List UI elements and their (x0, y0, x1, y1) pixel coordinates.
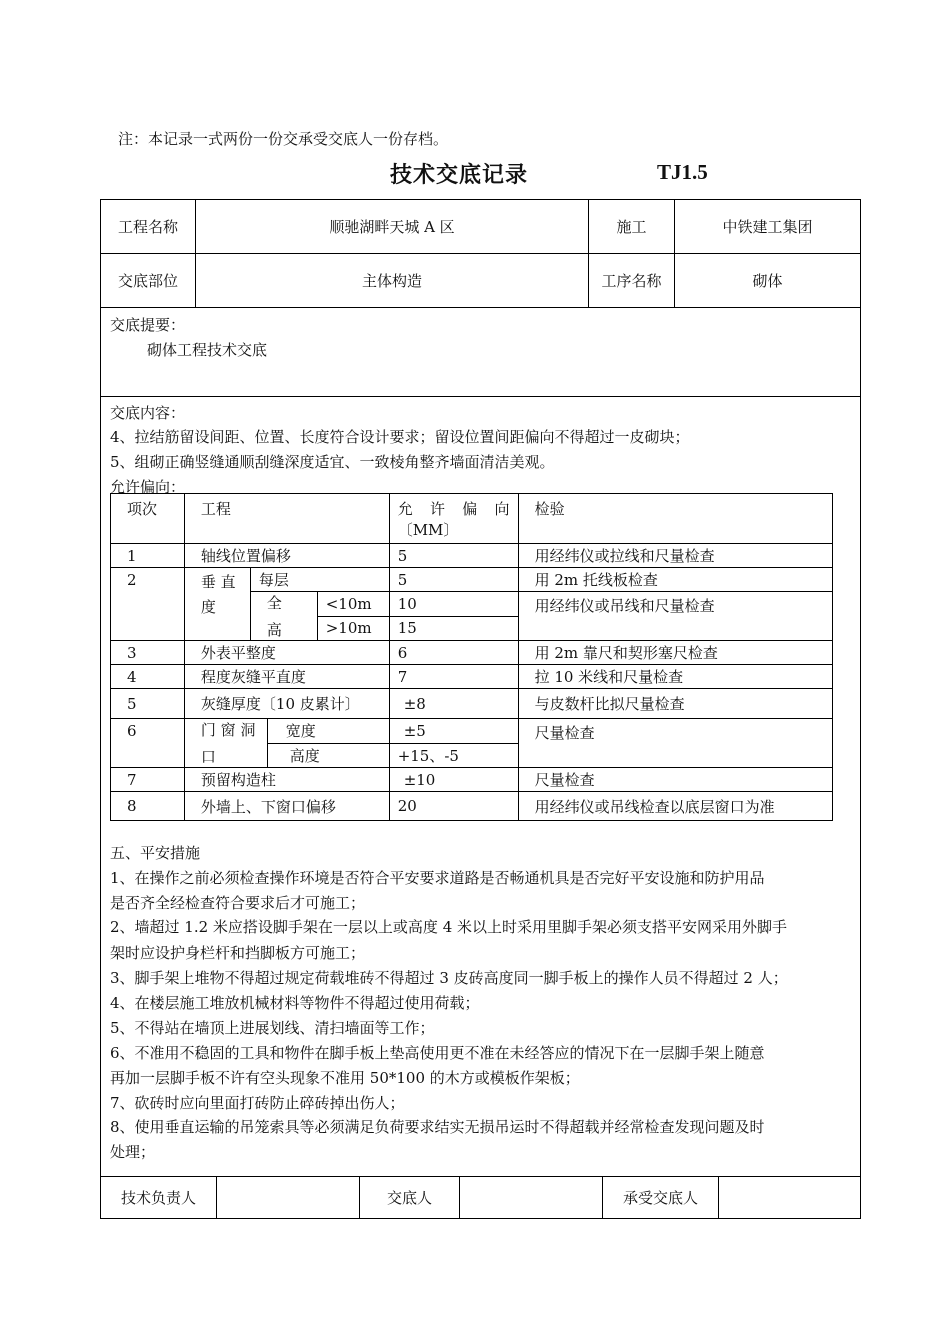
row-deviation: 6 (389, 641, 518, 665)
summary-text: 砌体工程技术交底 (147, 341, 268, 359)
safety-line: 7、砍砖时应向里面打砖防止碎砖掉出伤人； (110, 1094, 405, 1112)
header-deviation (389, 494, 518, 544)
row-item: 轴线位置偏移 (184, 544, 389, 568)
safety-line: 1、在操作之前必须检查操作环境是否符合平安要求道路是否畅通机具是否完好平安设施和防护用品 (110, 869, 765, 887)
safety-line: 8、使用垂直运输的吊笼索具等必须满足负荷要求结实无损吊运时不得超载并经常检查发现问题及时 (110, 1118, 765, 1136)
row-deviation: ±8 (389, 689, 518, 719)
process-value: 砌体 (752, 272, 783, 290)
row-check: 用经纬仪或拉线和尺量检查 (518, 544, 832, 568)
row-item: 程度灰缝平直度 (184, 665, 389, 689)
row-item-vertical-a: 垂 直 (200, 573, 236, 591)
row-sub-gt10: >10m (317, 616, 389, 641)
table-row (111, 641, 833, 665)
safety-line: 是否齐全经检查符合要求后才可施工； (110, 894, 366, 912)
archive-note: 注：本记录一式两份一份交承受交底人一份存档。 (118, 130, 449, 148)
receiver-field[interactable] (719, 1177, 860, 1218)
row-item: 外墙上、下窗口偏移 (184, 792, 389, 821)
safety-line: 架时应设护身栏杆和挡脚板方可施工； (110, 944, 366, 962)
document-code: TJ1.5 (657, 160, 708, 184)
construction-label: 施工 (589, 200, 675, 253)
row-no: 1 (111, 544, 185, 568)
table-row (111, 568, 833, 592)
tech-lead-label: 技术负责人 (101, 1177, 217, 1218)
document-title: 技术交底记录 (390, 162, 529, 188)
table-row (111, 768, 833, 792)
row-deviation: 7 (389, 665, 518, 689)
signature-row (101, 1177, 860, 1218)
row-deviation: 5 (389, 544, 518, 568)
row-item-door-window (184, 719, 267, 768)
tolerance-label: 允许偏向： (110, 478, 186, 496)
row-sub-full-height-b: 高 (266, 621, 282, 639)
content-section (101, 397, 860, 1177)
row-item: 灰缝厚度〔10 皮累计〕 (184, 689, 389, 719)
row-no: 2 (111, 568, 185, 641)
row-check: 尺量检查 (518, 768, 832, 792)
project-name-value: 顺驰湖畔天城 A 区 (196, 200, 589, 253)
row-sub-height: 高度 (267, 743, 389, 768)
row-sub-width: 宽度 (267, 719, 389, 744)
tech-lead-field[interactable] (217, 1177, 360, 1218)
content-item-4: 4、拉结筋留设间距、位置、长度符合设计要求；留设位置间距偏向不得超过一皮砌块； (110, 428, 690, 446)
header-no: 项次 (111, 494, 185, 544)
row-no: 7 (111, 768, 185, 792)
tolerance-table (110, 493, 833, 821)
safety-line: 4、在楼层施工堆放机械材料等物件不得超过使用荷载； (110, 994, 480, 1012)
row-deviation: ±10 (389, 768, 518, 792)
row-check: 与皮数杆比拟尺量检查 (518, 689, 832, 719)
row-no: 4 (111, 665, 185, 689)
row-check: 用 2m 靠尺和契形塞尺检查 (518, 641, 832, 665)
safety-line: 再加一层脚手板不许有空头现象不准用 50*100 的木方或模板作架板； (110, 1069, 580, 1087)
construction-value: 中铁建工集团 (722, 218, 813, 236)
row-no: 6 (111, 719, 185, 768)
row-check: 用经纬仪或吊线检查以底层窗口为准 (518, 792, 832, 821)
table-row (111, 665, 833, 689)
summary-label: 交底提要： (110, 316, 186, 334)
row-item-vertical-b: 度 (200, 598, 216, 616)
row-item-door-window-b: 口 (200, 748, 216, 766)
row-no: 8 (111, 792, 185, 821)
row-deviation: ±5 (389, 719, 518, 744)
project-name-label: 工程名称 (101, 200, 196, 253)
row-check: 拉 10 米线和尺量检查 (518, 665, 832, 689)
row-sub-full-height-a: 全 (266, 594, 282, 612)
row-deviation: 20 (389, 792, 518, 821)
row-deviation: +15、-5 (389, 743, 518, 768)
disclosure-form (100, 199, 861, 1219)
row-check: 用 2m 托线板检查 (518, 568, 832, 592)
row-item: 外表平整度 (184, 641, 389, 665)
row-sub-lt10: <10m (317, 592, 389, 617)
row-sub-full-height (250, 592, 317, 641)
header-row-2 (101, 254, 860, 308)
table-row (111, 544, 833, 568)
safety-title: 五、平安措施 (110, 844, 201, 862)
header-item: 工程 (184, 494, 389, 544)
header-row-1 (101, 200, 860, 254)
header-deviation-line2: 〔MM〕 (397, 521, 459, 539)
table-header-row (111, 494, 833, 544)
row-check: 尺量检查 (518, 719, 832, 768)
row-check: 用经纬仪或吊线和尺量检查 (518, 592, 832, 641)
safety-line: 处理； (110, 1143, 156, 1161)
part-label: 交底部位 (101, 254, 196, 307)
header-deviation-line1: 允 许 偏 向 (397, 500, 510, 518)
receiver-label: 承受交底人 (603, 1177, 719, 1218)
header-check: 检验 (518, 494, 832, 544)
safety-line: 5、不得站在墙顶上进展划线、清扫墙面等工作； (110, 1019, 435, 1037)
discloser-field[interactable] (460, 1177, 603, 1218)
row-no: 5 (111, 689, 185, 719)
row-deviation: 5 (389, 568, 518, 592)
row-item-door-window-a: 门 窗 洞 (200, 721, 256, 739)
row-deviation: 15 (389, 616, 518, 641)
safety-line: 2、墙超过 1.2 米应搭设脚手架在一层以上或高度 4 米以上时采用里脚手架必须支搭平安网采用外脚手 (110, 918, 788, 936)
discloser-label: 交底人 (360, 1177, 460, 1218)
table-row (111, 792, 833, 821)
safety-line: 3、脚手架上堆物不得超过规定荷载堆砖不得超过 3 皮砖高度同一脚手板上的操作人员不得超过 2 人； (110, 969, 788, 987)
table-row (111, 689, 833, 719)
row-item-vertical (184, 568, 250, 641)
row-item: 预留构造柱 (184, 768, 389, 792)
row-sub-per-floor: 每层 (250, 568, 389, 592)
row-deviation: 10 (389, 592, 518, 617)
content-label: 交底内容： (110, 404, 186, 422)
process-label: 工序名称 (589, 254, 675, 307)
row-no: 3 (111, 641, 185, 665)
content-item-5: 5、组砌正确竖缝通顺刮缝深度适宜、一致棱角整齐墙面清洁美观。 (110, 453, 555, 471)
safety-line: 6、不准用不稳固的工具和物件在脚手板上垫高使用更不准在未经答应的情况下在一层脚手架上随意 (110, 1044, 765, 1062)
table-row (111, 719, 833, 744)
part-value: 主体构造 (196, 254, 589, 307)
summary-section (101, 308, 860, 397)
